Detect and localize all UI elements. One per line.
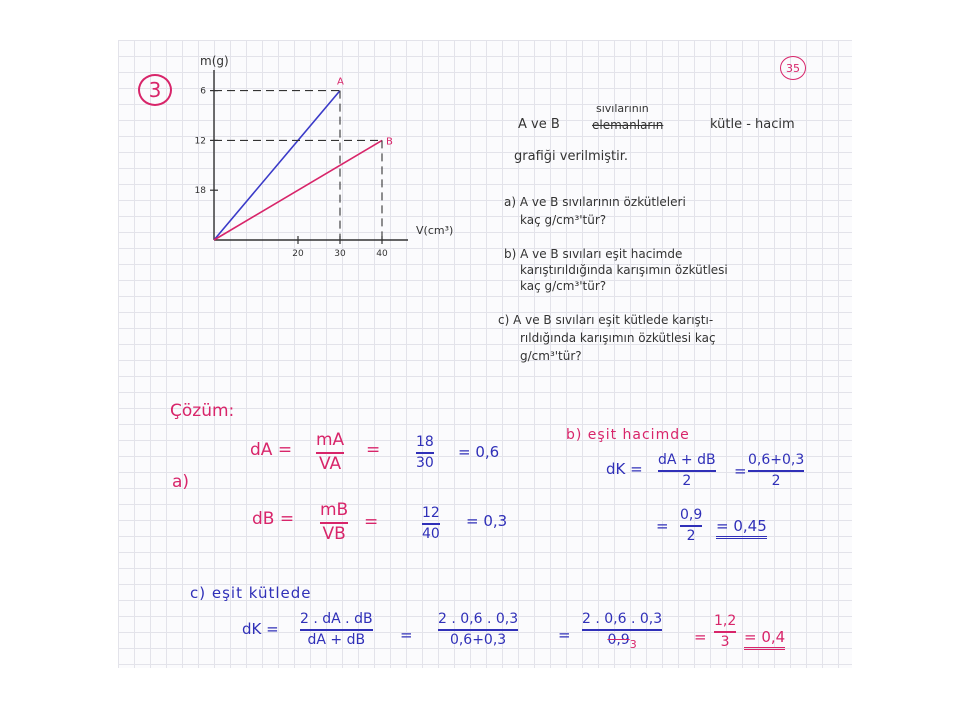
dA-result: = 0,6	[458, 443, 500, 461]
part-c-reduced-denominator: 3	[720, 633, 730, 650]
part-c-result: = 0,4	[744, 630, 785, 650]
part-b-step2-fraction	[680, 508, 702, 543]
statement-line1-insert: sıvılarının	[596, 102, 649, 115]
part-c-value-numerator: 2 . 0,6 . 0,3	[438, 611, 519, 627]
part-b-value-denominator: 2	[771, 472, 781, 489]
dB-value-numerator: 12	[422, 505, 440, 521]
fraction-bar	[714, 631, 736, 633]
series-line-a	[214, 91, 340, 240]
series-label-a: A	[337, 76, 344, 88]
fraction-bar	[582, 629, 662, 631]
part-b-numerator: dA + dB	[658, 452, 716, 468]
part-c-cancel-numerator: 2 . 0,6 . 0,3	[582, 611, 663, 627]
question-c-line2: rıldığında karışımın özkütlesi kaç	[520, 331, 716, 345]
dA-denominator: VA	[319, 453, 342, 474]
question-c-line1: c) A ve B sıvıları eşit kütlede karıştı-	[498, 313, 714, 327]
part-b-lhs: dK =	[606, 460, 643, 478]
dB-value-fraction	[422, 506, 440, 541]
corner-mark-text: 35	[786, 62, 800, 75]
part-c-lhs: dK =	[242, 620, 279, 638]
fraction-bar	[438, 629, 518, 631]
graph-ylabel: m(g)	[200, 54, 229, 68]
dB-denominator: VB	[322, 523, 346, 544]
part-c-numerator: 2 . dA . dB	[300, 611, 373, 627]
solution-heading: Çözüm:	[170, 401, 235, 421]
x-tick-label: 40	[376, 249, 388, 259]
fraction-bar	[416, 452, 434, 454]
graph-xlabel: V(cm³)	[416, 224, 454, 237]
fraction-bar	[680, 525, 702, 527]
x-tick-label: 30	[334, 249, 346, 259]
part-c-reduced-numerator: 1,2	[714, 613, 737, 629]
part-c-cancel-fraction	[582, 612, 662, 650]
corner-mark	[780, 56, 806, 80]
statement-line1-suffix: kütle - hacim	[710, 117, 795, 132]
part-c-reduced-fraction	[714, 614, 736, 649]
question-a-line1: a) A ve B sıvılarının özkütleleri	[504, 195, 686, 209]
part-b-step2-numerator: 0,9	[680, 507, 703, 523]
dA-value-numerator: 18	[416, 434, 434, 450]
dB-numerator: mB	[320, 500, 349, 520]
part-b-result: = 0,45	[716, 519, 767, 539]
dB-result: = 0,3	[466, 512, 508, 530]
problem-number-text: 3	[148, 78, 162, 102]
dA-lhs: dA =	[250, 440, 293, 460]
part-b-value-fraction	[748, 453, 804, 488]
part-c-equals-3: =	[694, 628, 707, 646]
part-c-symbolic-fraction	[300, 612, 373, 647]
part-c-heading: c) eşit kütlede	[190, 584, 312, 602]
dA-value-denominator: 30	[416, 454, 434, 471]
part-c-reduced-value: 3	[629, 637, 637, 651]
dA-numerator: mA	[316, 430, 345, 450]
question-b-line2: karıştırıldığında karışımın özkütlesi	[520, 263, 728, 277]
fraction-bar	[658, 470, 716, 472]
dA-symbolic-fraction	[316, 432, 344, 474]
question-b-line1: b) A ve B sıvıları eşit hacimde	[504, 247, 683, 261]
part-b-step2-equals: =	[656, 517, 669, 535]
part-c-denominator: dA + dB	[307, 631, 366, 648]
dB-value-denominator: 40	[422, 525, 440, 542]
fraction-bar	[422, 523, 440, 525]
part-b-step2-denominator: 2	[686, 527, 696, 544]
statement-line1-struck: elemanların	[592, 118, 664, 132]
y-tick-label: 6	[200, 86, 206, 97]
mass-volume-graph	[178, 48, 478, 268]
fraction-bar	[300, 629, 373, 631]
part-c-equals-1: =	[400, 626, 413, 644]
dB-symbolic-fraction	[320, 502, 348, 544]
dA-equals: =	[366, 440, 381, 460]
statement-line2: grafiği verilmiştir.	[514, 149, 629, 164]
dB-equals: =	[364, 512, 379, 532]
part-b-denominator: 2	[682, 472, 692, 489]
statement-line1-prefix: A ve B	[518, 117, 560, 132]
question-b-line3: kaç g/cm³'tür?	[520, 279, 607, 293]
question-c-line3: g/cm³'tür?	[520, 349, 582, 363]
series-line-b	[214, 140, 382, 240]
part-c-value-fraction	[438, 612, 518, 647]
question-a-line2: kaç g/cm³'tür?	[520, 213, 607, 227]
y-tick-label: 12	[194, 136, 206, 147]
y-tick-label: 18	[194, 186, 206, 197]
part-b-heading: b) eşit hacimde	[566, 427, 690, 443]
part-c-value-denominator: 0,6+0,3	[449, 631, 507, 648]
part-c-cancel-denominator	[607, 633, 636, 650]
dB-lhs: dB =	[252, 509, 295, 529]
part-b-equals: =	[734, 462, 747, 480]
x-tick-label: 20	[292, 249, 304, 259]
notebook-page	[118, 40, 852, 668]
problem-number	[138, 74, 172, 106]
part-c-equals-2: =	[558, 626, 571, 644]
fraction-bar	[748, 470, 804, 472]
part-b-value-numerator: 0,6+0,3	[748, 452, 805, 468]
solution-a-label: a)	[172, 472, 190, 492]
part-b-symbolic-fraction	[658, 453, 716, 488]
series-label-b: B	[386, 136, 393, 148]
dA-value-fraction	[416, 435, 434, 470]
part-c-cancelled-value: 0,9	[607, 631, 630, 648]
